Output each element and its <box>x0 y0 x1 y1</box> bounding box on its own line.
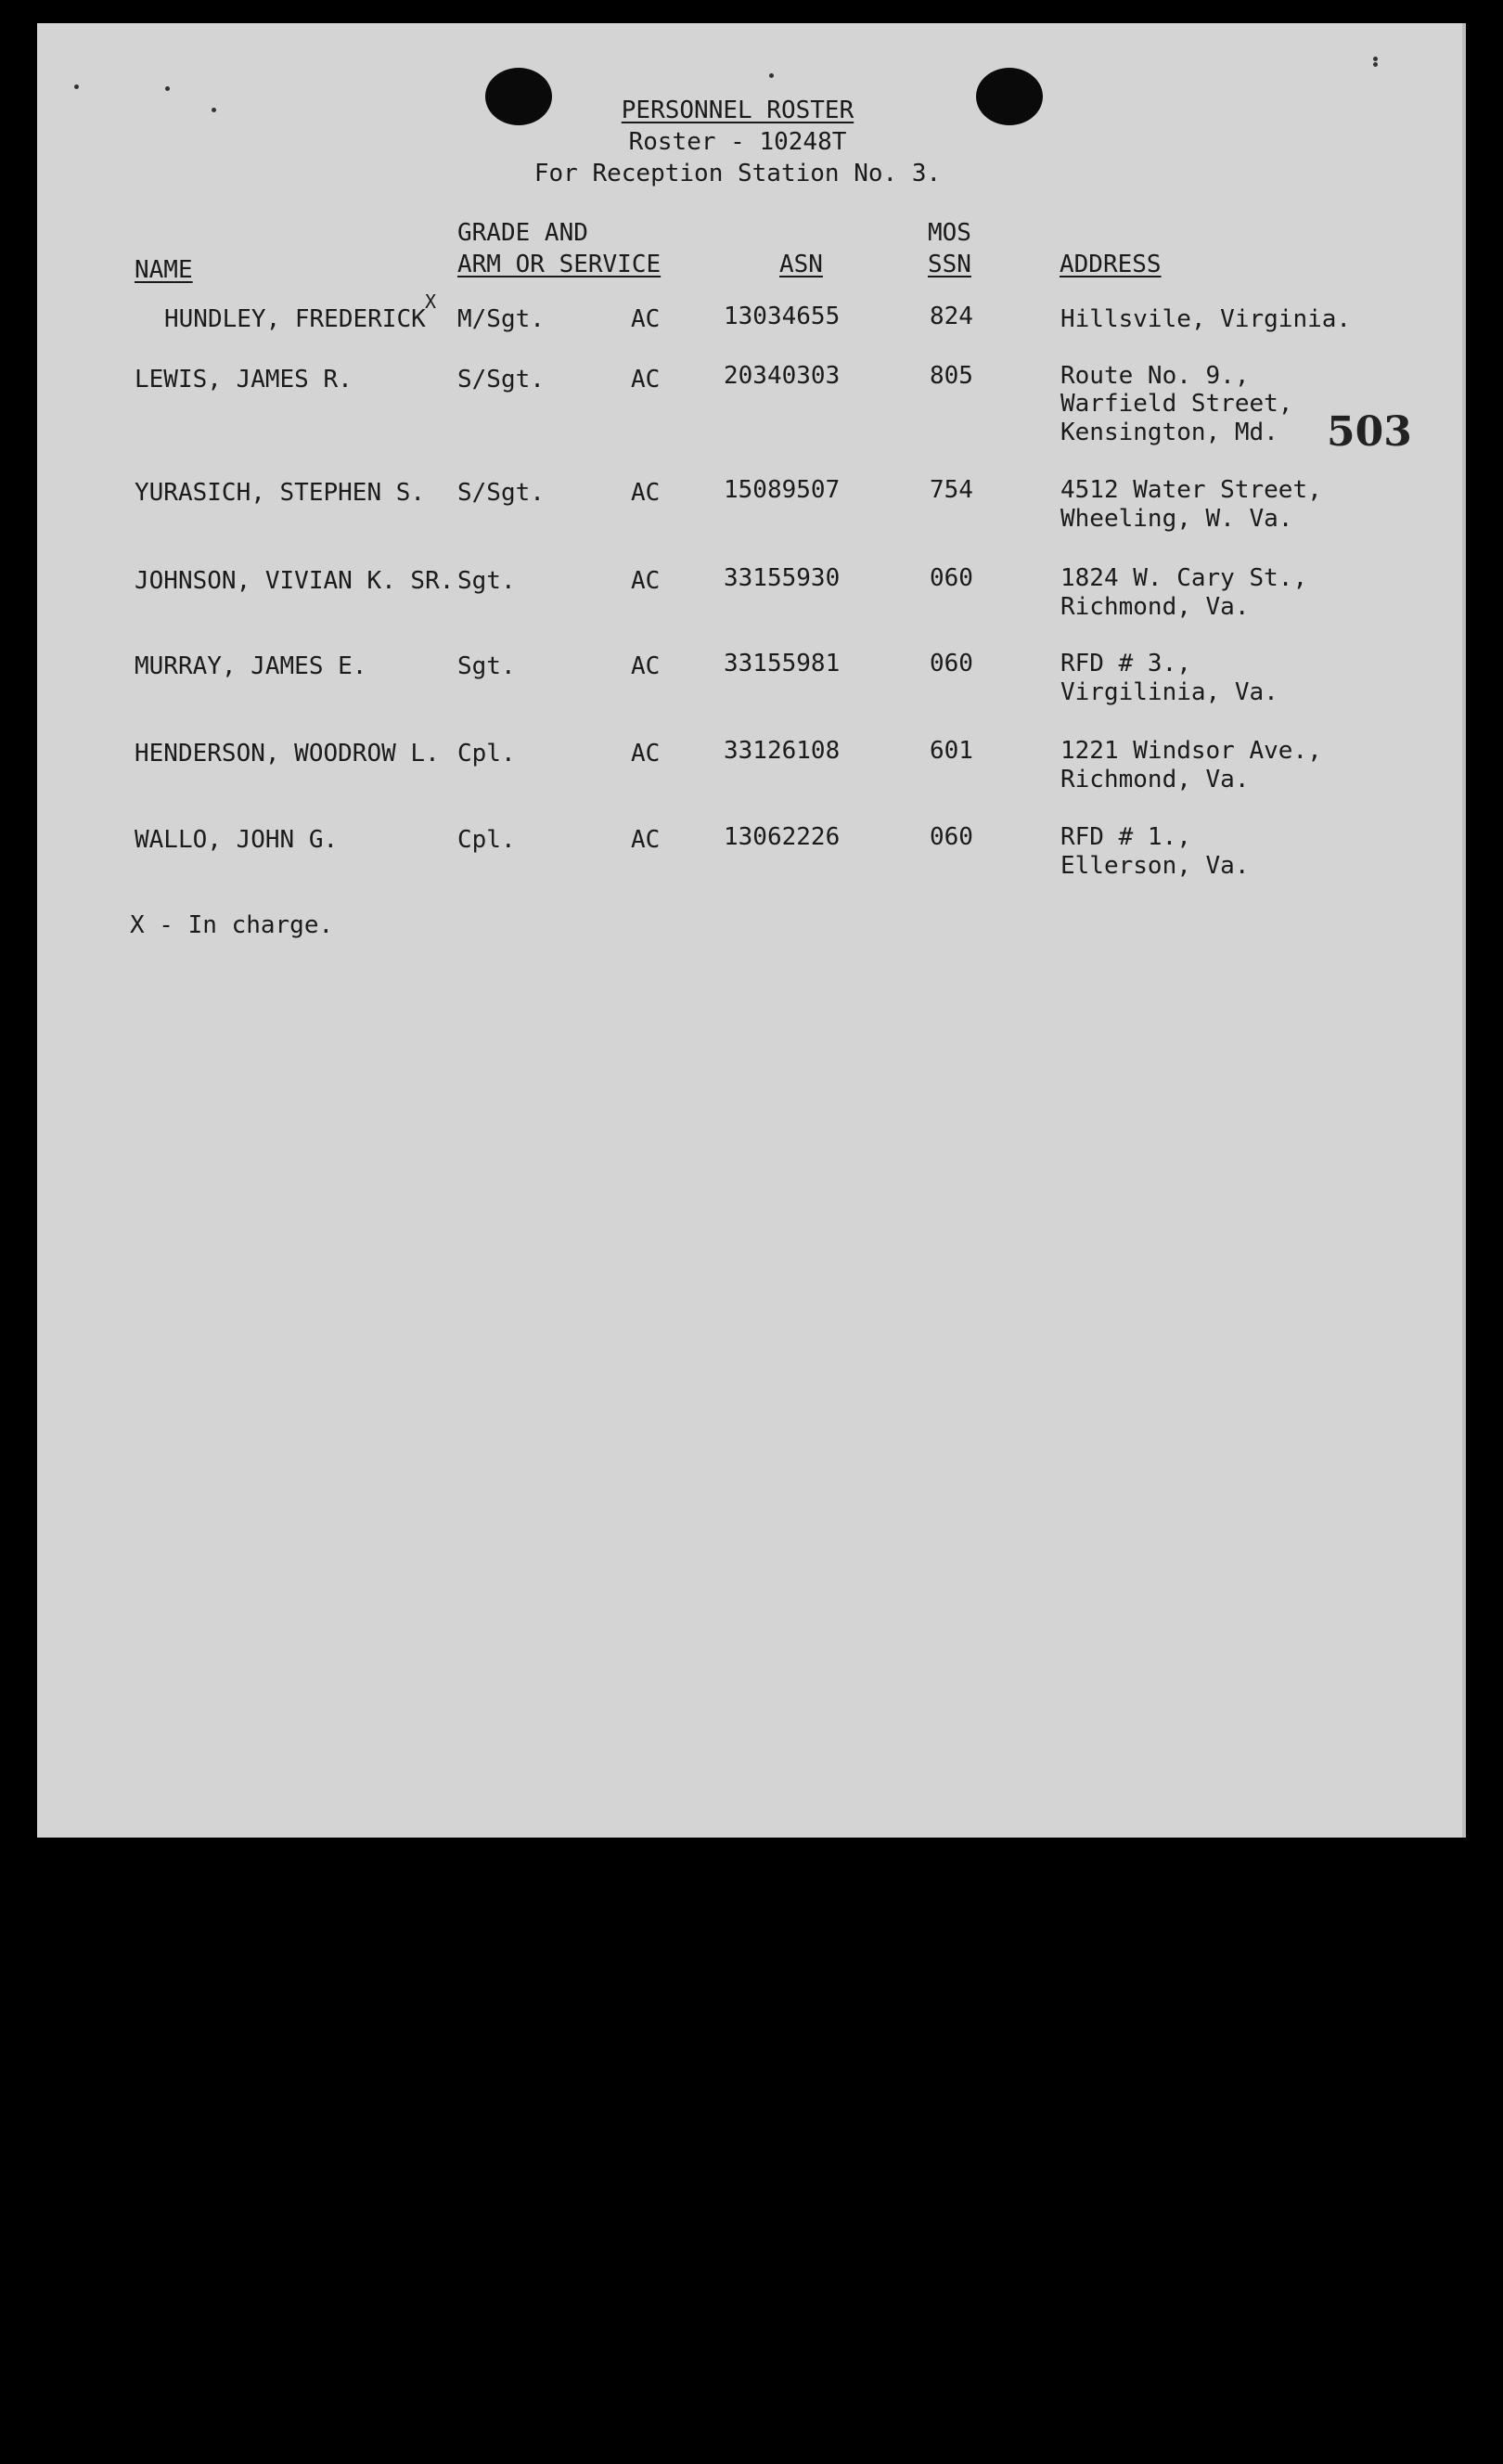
col-address: ADDRESS <box>1060 251 1162 278</box>
punch-hole-left <box>485 68 552 125</box>
row-5-address-1: RFD # 3., <box>1060 650 1191 677</box>
row-3-name: YURASICH, STEPHEN S. <box>135 479 426 507</box>
row-2-address-3: Kensington, Md. <box>1060 419 1278 446</box>
in-charge-marker: X <box>425 290 437 313</box>
row-6-mos: 601 <box>930 737 973 765</box>
page-number: 503 <box>1327 408 1412 456</box>
row-1-asn: 13034655 <box>724 303 841 330</box>
col-name: NAME <box>135 256 193 284</box>
row-7-address-2: Ellerson, Va. <box>1060 852 1250 880</box>
col-asn: ASN <box>779 251 823 278</box>
roster-number: Roster - 10248T <box>628 128 847 156</box>
row-2-asn: 20340303 <box>724 362 841 390</box>
row-7-grade: Cpl. <box>457 826 516 854</box>
row-4-arm: AC <box>631 567 661 595</box>
speck <box>769 73 774 78</box>
col-mos: MOS <box>928 219 971 247</box>
speck <box>1373 62 1378 67</box>
roster-title: PERSONNEL ROSTER <box>621 97 854 124</box>
row-1-address-1: Hillsvile, Virginia. <box>1060 305 1352 333</box>
row-5-grade: Sgt. <box>457 652 516 680</box>
row-5-arm: AC <box>631 652 661 680</box>
row-6-grade: Cpl. <box>457 740 516 768</box>
row-2-name: LEWIS, JAMES R. <box>135 366 353 393</box>
row-6-name: HENDERSON, WOODROW L. <box>135 740 440 768</box>
row-4-name: JOHNSON, VIVIAN K. SR. <box>135 567 455 595</box>
row-3-arm: AC <box>631 479 661 507</box>
row-2-address-1: Route No. 9., <box>1060 362 1250 390</box>
speck <box>74 84 79 89</box>
row-4-address-1: 1824 W. Cary St., <box>1060 564 1308 592</box>
row-7-mos: 060 <box>930 823 973 851</box>
row-2-grade: S/Sgt. <box>457 366 545 393</box>
punch-hole-right <box>976 68 1043 125</box>
row-2-address-2: Warfield Street, <box>1060 390 1293 418</box>
row-3-grade: S/Sgt. <box>457 479 545 507</box>
col-grade-line1: GRADE AND <box>457 219 588 247</box>
speck <box>165 86 170 91</box>
row-2-arm: AC <box>631 366 661 393</box>
row-5-name: MURRAY, JAMES E. <box>135 652 367 680</box>
row-3-address-2: Wheeling, W. Va. <box>1060 505 1293 533</box>
row-1-arm: AC <box>631 305 661 333</box>
row-1-name: HUNDLEY, FREDERICK <box>164 305 426 333</box>
row-3-asn: 15089507 <box>724 476 841 504</box>
row-7-asn: 13062226 <box>724 823 841 851</box>
station-line: For Reception Station No. 3. <box>533 160 942 187</box>
row-4-mos: 060 <box>930 564 973 592</box>
row-6-address-1: 1221 Windsor Ave., <box>1060 737 1322 765</box>
col-ssn: SSN <box>928 251 971 278</box>
row-4-address-2: Richmond, Va. <box>1060 593 1250 621</box>
row-6-address-2: Richmond, Va. <box>1060 766 1250 793</box>
row-6-arm: AC <box>631 740 661 768</box>
row-5-address-2: Virgilinia, Va. <box>1060 678 1278 706</box>
row-5-mos: 060 <box>930 650 973 677</box>
roster-page <box>37 23 1466 1838</box>
row-6-asn: 33126108 <box>724 737 841 765</box>
row-7-arm: AC <box>631 826 661 854</box>
speck <box>1373 57 1378 61</box>
row-7-name: WALLO, JOHN G. <box>135 826 339 854</box>
page-edge <box>1462 23 1466 1838</box>
col-grade-line2: ARM OR SERVICE <box>457 251 662 278</box>
row-5-asn: 33155981 <box>724 650 841 677</box>
row-3-mos: 754 <box>930 476 973 504</box>
speck <box>212 108 216 112</box>
row-1-mos: 824 <box>930 303 973 330</box>
row-2-mos: 805 <box>930 362 973 390</box>
row-4-asn: 33155930 <box>724 564 841 592</box>
row-1-grade: M/Sgt. <box>457 305 545 333</box>
row-7-address-1: RFD # 1., <box>1060 823 1191 851</box>
row-4-grade: Sgt. <box>457 567 516 595</box>
row-3-address-1: 4512 Water Street, <box>1060 476 1322 504</box>
in-charge-footnote: X - In charge. <box>130 911 334 939</box>
